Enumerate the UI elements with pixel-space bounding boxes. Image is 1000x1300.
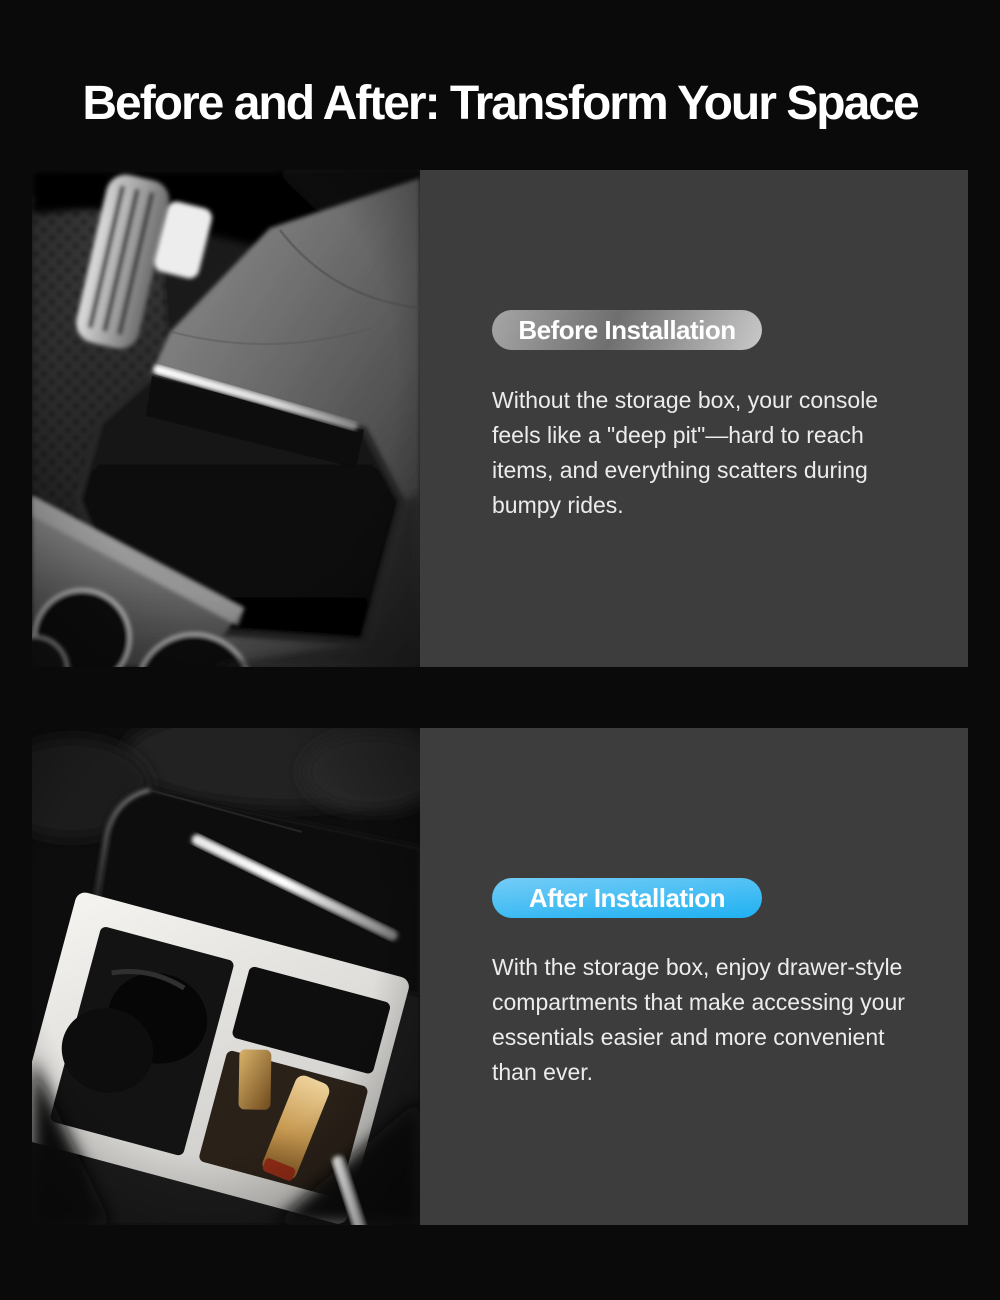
description-line: items, and everything scatters during [492, 457, 868, 483]
description-line: than ever. [492, 1059, 594, 1085]
description-line: With the storage box, enjoy drawer-style [492, 954, 903, 980]
page-title: Before and After: Transform Your Space [82, 77, 918, 131]
before-description [492, 383, 932, 523]
after-description [492, 950, 932, 1090]
before-panel [420, 170, 968, 667]
description-line: feels like a "deep pit"—hard to reach [492, 422, 864, 448]
empty-console-illustration [32, 170, 420, 667]
vignette [32, 170, 420, 667]
after-panel [420, 728, 968, 1225]
after-badge [492, 878, 762, 918]
before-section [32, 170, 968, 667]
description-line: bumpy rides. [492, 492, 624, 518]
after-photo [32, 728, 420, 1225]
description-line: compartments that make accessing your [492, 989, 905, 1015]
after-badge-label: After Installation [528, 882, 726, 913]
description-line: Without the storage box, your console [492, 387, 879, 413]
before-badge [492, 310, 762, 350]
after-section [32, 728, 968, 1225]
vignette [32, 728, 420, 1225]
organized-console-illustration [32, 728, 420, 1225]
description-line: essentials easier and more convenient [492, 1024, 885, 1050]
before-photo [32, 170, 420, 667]
before-badge-label: Before Installation [518, 314, 736, 345]
